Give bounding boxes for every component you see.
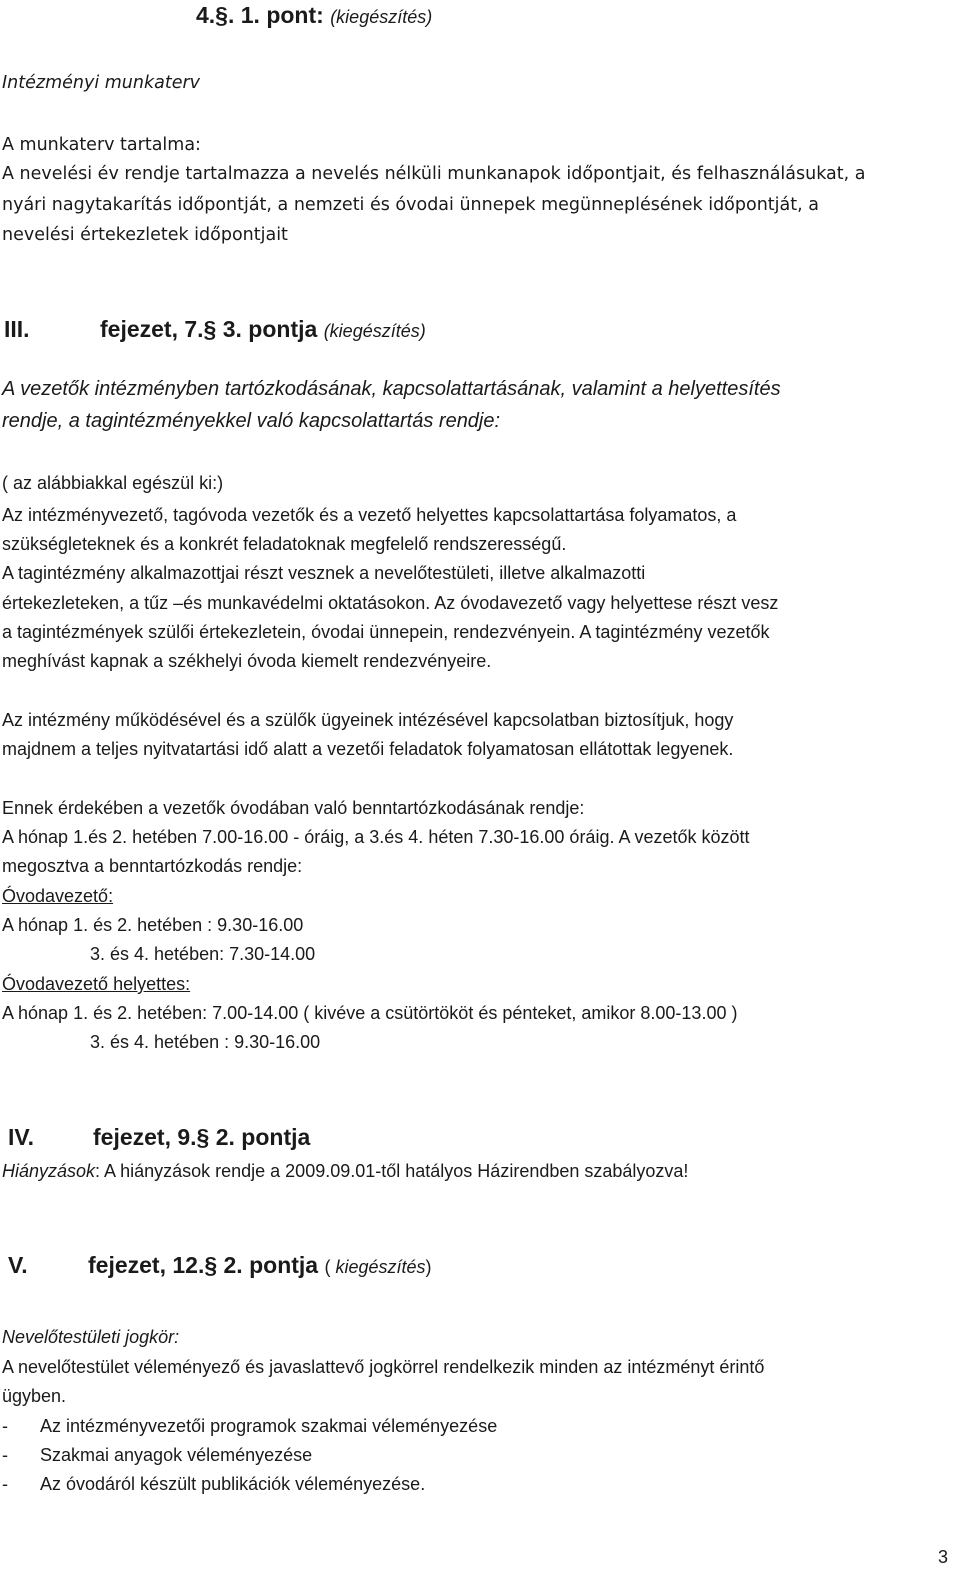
para-line: Az intézményvezető, tagóvoda vezetők és a vezető helyettes kapcsolattartása folyamatos, a [2, 505, 737, 525]
list-bullet: - [2, 1416, 8, 1436]
section2-intro: A vezetők intézményben tartózkodásának, kapcsolattartásának, valamint a helyettesítés [2, 378, 781, 400]
note-close: ) [425, 1257, 432, 1277]
schedule-row: 3. és 4. hetében: 7.30-14.00 [90, 944, 316, 964]
list-bullet: - [2, 1445, 8, 1465]
para-line: ( az alábbiakkal egészül ki:) [2, 473, 224, 493]
para-line: A tagintézmény alkalmazottjai részt vesznek a nevelőtestületi, illetve alkalmazotti [2, 563, 646, 583]
para-line: Az intézmény működésével és a szülők ügyeinek intézésével kapcsolatban biztosítjuk, hogy [2, 710, 734, 730]
section2-heading [100, 316, 426, 344]
list-item-text: Az óvodáról készült publikációk véleményezése. [40, 1474, 426, 1494]
schedule-row: 3. és 4. hetében : 9.30-16.00 [90, 1032, 321, 1052]
section1-line: nyári nagytakarítás időpontját, a nemzeti és óvodai ünnepek megünneplésének időpontját, a [2, 195, 819, 215]
para-line: Ennek érdekében a vezetők óvodában való benntartózkodásának rendje: [2, 798, 585, 818]
section1-line: nevelési értekezletek időpontjait [2, 225, 288, 245]
absence-line [2, 1160, 688, 1182]
section3-num: IV. [8, 1124, 35, 1150]
para-line: A nevelőtestület véleményező és javaslattevő jogkörrel rendelkezik minden az intézményt érintő [2, 1357, 765, 1377]
top-title: 4.§. 1. pont: [196, 2, 324, 28]
para-line: majdnem a teljes nyitvatartási idő alatt a vezetői feladatok folyamatosan ellátottak legyenek. [2, 739, 734, 759]
section4-note: kiegészítés [330, 1257, 426, 1277]
para-line: szükségleteknek és a konkrét feladatoknak megfelelő rendszerességű. [2, 534, 567, 554]
para-line: A hónap 1.és 2. hetében 7.00-16.00 - óráig, a 3.és 4. héten 7.30-16.00 óráig. A vezetők között [2, 827, 750, 847]
section4-title: fejezet, 12.§ 2. pontja [88, 1252, 319, 1278]
schedule-row: A hónap 1. és 2. hetében: 7.00-14.00 ( kivéve a csütörtököt és pénteket, amikor 8.00-13.00 ) [2, 1003, 738, 1023]
list-item [2, 1444, 312, 1466]
absence-label: Hiányzások [2, 1161, 96, 1181]
page-number: 3 [938, 1547, 949, 1567]
section2-intro: rendje, a tagintézményekkel való kapcsolattartás rendje: [2, 410, 501, 432]
list-item-text: Az intézményvezetői programok szakmai véleményezése [40, 1416, 498, 1436]
section4-note-wrap [324, 1257, 431, 1277]
para-line: ügyben. [2, 1386, 67, 1406]
list-item [2, 1415, 497, 1437]
section4-num: V. [8, 1252, 28, 1278]
head-label: Óvodavezető: [2, 886, 114, 906]
section2-num: III. [4, 316, 30, 342]
absence-text: : A hiányzások rendje a 2009.09.01-től hatályos Házirendben szabályozva! [95, 1161, 689, 1181]
para-line: megosztva a benntartózkodás rendje: [2, 856, 303, 876]
section4-subheading: Nevelőtestületi jogkör: [2, 1327, 180, 1347]
para-line: meghívást kapnak a székhelyi óvoda kiemelt rendezvényeire. [2, 651, 492, 671]
section4-heading [88, 1252, 432, 1280]
deputy-label: Óvodavezető helyettes: [2, 974, 191, 994]
list-bullet: - [2, 1474, 8, 1494]
section2-note: (kiegészítés) [323, 321, 426, 341]
list-item [2, 1473, 425, 1495]
top-heading [196, 2, 432, 30]
para-line: a tagintézmények szülői értekezletein, óvodai ünnepein, rendezvényein. A tagintézmény vezetők [2, 622, 770, 642]
note-open: ( [324, 1257, 331, 1277]
schedule-row: A hónap 1. és 2. hetében : 9.30-16.00 [2, 915, 304, 935]
section1-heading: Intézményi munkaterv [2, 73, 201, 93]
top-note: (kiegészítés) [330, 7, 433, 27]
section1-line: A nevelési év rendje tartalmazza a nevelés nélküli munkanapok időpontjait, és felhasználásukat, a [2, 164, 866, 184]
list-item-text: Szakmai anyagok véleményezése [40, 1445, 313, 1465]
section1-label: A munkaterv tartalma: [2, 135, 201, 155]
section2-title: fejezet, 7.§ 3. pontja [100, 316, 318, 342]
para-line: értekezleteken, a tűz –és munkavédelmi oktatásokon. Az óvodavezető vagy helyettese részt vesz [2, 593, 779, 613]
section3-title: fejezet, 9.§ 2. pontja [93, 1124, 311, 1150]
